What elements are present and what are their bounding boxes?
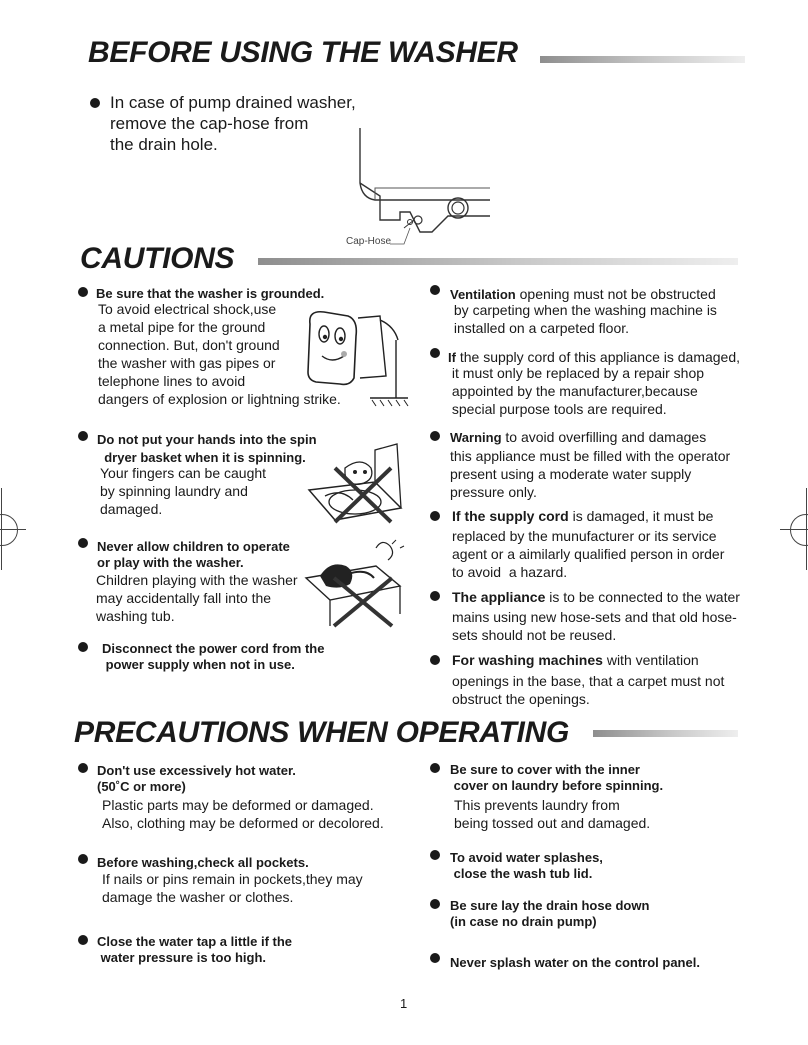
bullet-icon	[90, 98, 100, 108]
precaution-pockets-title: Before washing,check all pockets.	[97, 855, 309, 870]
caution-appliance-title: The appliance is to be connected to the water	[452, 589, 740, 605]
heading-rule	[593, 730, 738, 737]
bullet-icon	[78, 287, 88, 297]
bullet-icon	[430, 591, 440, 601]
bullet-icon	[78, 854, 88, 864]
cap-hose-callout: Cap-Hose	[346, 236, 392, 247]
caution-supply-cord-title: If the supply cord of this appliance is damaged,	[448, 349, 741, 365]
precaution-drain-hose-title: Be sure lay the drain hose down (in case no drain pump)	[450, 898, 650, 929]
bullet-icon	[430, 285, 440, 295]
caution-grounded-title: Be sure that the washer is grounded.	[96, 286, 325, 301]
precaution-water-tap-title: Close the water tap a little if the water pressure is too high.	[97, 934, 293, 965]
precaution-splashes-title: To avoid water splashes, close the wash tub lid.	[450, 850, 603, 881]
precaution-control-panel-title: Never splash water on the control panel.	[450, 955, 700, 970]
caution-children-body: Children playing with the washer may accidentally fall into the washing tub.	[96, 572, 298, 624]
before-text: In case of pump drained washer, remove the cap-hose from the drain hole.	[110, 93, 356, 154]
bullet-icon	[430, 348, 440, 358]
precaution-hot-water-title: Don't use excessively hot water. (50˚C or more)	[97, 763, 296, 794]
bullet-icon	[430, 511, 440, 521]
bullet-icon	[430, 850, 440, 860]
caution-warning-title: Warning to avoid overfilling and damages	[450, 429, 707, 445]
bullet-icon	[430, 899, 440, 909]
caution-grounded-body: To avoid electrical shock,use a metal pipe for the ground connection. But, don't ground the washer with gas pipes or telephone lines to avoid dangers of explosion or lightning strike.	[98, 301, 341, 407]
caution-children-title: Never allow children to operate or play with the washer.	[97, 539, 290, 570]
caution-spin-title: Do not put your hands into the spin dryer basket when it is spinning.	[97, 432, 317, 465]
bullet-icon	[78, 431, 88, 441]
caution-supply-cord-2-body: replaced by the munufacturer or its service agent or a aimilarly qualified person in order to avoid a hazard.	[452, 528, 725, 580]
bullet-icon	[78, 763, 88, 773]
precaution-hot-water-body: Plastic parts may be deformed or damaged. Also, clothing may be deformed or decolored.	[102, 797, 384, 831]
bullet-icon	[78, 538, 88, 548]
heading-before-using: BEFORE USING THE WASHER	[88, 36, 518, 69]
caution-supply-cord-body: it must only be replaced by a repair shop appointed by the manufacturer,because special purpose tools are required.	[451, 365, 705, 417]
bullet-icon	[430, 655, 440, 665]
caution-disconnect-title: Disconnect the power cord from the power supply when not in use.	[102, 641, 325, 672]
heading-rule	[540, 56, 745, 63]
caution-appliance-body: mains using new hose-sets and that old hose- sets should not be reused.	[452, 609, 737, 643]
bullet-icon	[430, 763, 440, 773]
grounding-illustration	[300, 306, 412, 408]
heading-rule	[258, 258, 738, 265]
caution-ventilation-body: by carpeting when the washing machine is installed on a carpeted floor.	[453, 302, 717, 336]
heading-precautions: PRECAUTIONS WHEN OPERATING	[74, 716, 569, 749]
spin-basket-illustration	[305, 438, 405, 528]
caution-washing-machines-body: openings in the base, that a carpet must not obstruct the openings.	[452, 673, 725, 707]
precaution-inner-cover-body: This prevents laundry from being tossed out and damaged.	[454, 797, 651, 831]
page-number: 1	[400, 996, 408, 1011]
bullet-icon	[430, 431, 440, 441]
bullet-icon	[78, 642, 88, 652]
precaution-inner-cover-title: Be sure to cover with the inner cover on laundry before spinning.	[450, 762, 664, 793]
caution-supply-cord-2-title: If the supply cord is damaged, it must be	[452, 508, 714, 524]
heading-cautions: CAUTIONS	[80, 242, 235, 275]
caution-ventilation-title: Ventilation opening must not be obstructed	[450, 286, 716, 302]
caution-washing-machines-title: For washing machines with ventilation	[452, 652, 699, 668]
caution-warning-body: this appliance must be filled with the operator present using a moderate water supply pressure only.	[450, 448, 731, 500]
bullet-icon	[78, 935, 88, 945]
child-washer-illustration	[300, 538, 406, 628]
bullet-icon	[430, 953, 440, 963]
precaution-pockets-body: If nails or pins remain in pockets,they may damage the washer or clothes.	[102, 871, 363, 905]
caution-spin-body: Your fingers can be caught by spinning laundry and damaged.	[100, 465, 267, 517]
